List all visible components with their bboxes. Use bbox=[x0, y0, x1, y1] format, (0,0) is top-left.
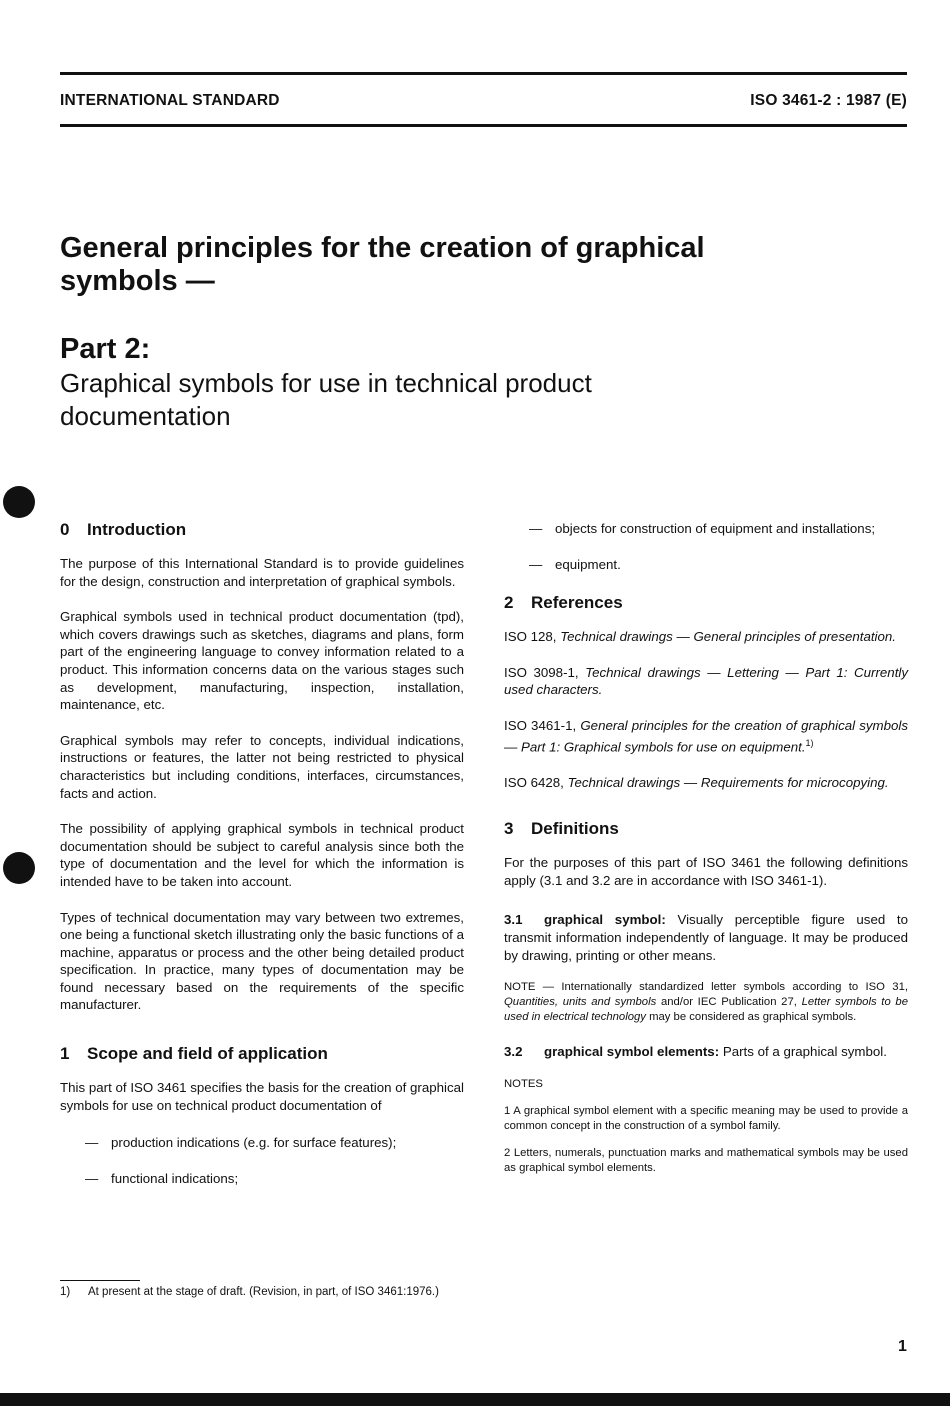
scope-paragraph: This part of ISO 3461 specifies the basis for the creation of graphical symbols for use on technical product documentation of bbox=[60, 1080, 464, 1113]
document-title: General principles for the creation of graphical symbols — bbox=[60, 232, 705, 297]
punch-hole-mark bbox=[3, 852, 35, 884]
document-subtitle: Graphical symbols for use in technical product documentation bbox=[60, 368, 592, 431]
section-scope-heading: 1 Scope and field of application bbox=[60, 1044, 328, 1064]
section-definitions-heading: 3 Definitions bbox=[504, 819, 619, 839]
list-item: — equipment. bbox=[529, 556, 621, 572]
top-rule bbox=[60, 72, 907, 75]
definition-item: 3.2 graphical symbol elements: Parts of a graphical symbol. bbox=[504, 1044, 887, 1060]
notes-label: NOTES bbox=[504, 1077, 543, 1090]
intro-paragraph: Graphical symbols may refer to concepts, individual indications, instructions or features, the latter not being restricted to physical characteristics but including conditions, interfaces, circumstances, facts and action. bbox=[60, 732, 464, 801]
list-item: — objects for construction of equipment and installations; bbox=[529, 521, 876, 536]
header-left: INTERNATIONAL STANDARD bbox=[60, 92, 280, 109]
intro-paragraph: Graphical symbols used in technical product documentation (tpd), which covers drawings such as sketches, diagrams and plans, form part of the engineering language to convey information related to a product. This information concerns data on the various stages such as development, manufacturing, inspection, installation, maintenance, etc. bbox=[60, 609, 464, 713]
reference-item: ISO 6428, Technical drawings — Requirements for microcopying. bbox=[504, 774, 889, 790]
reference-item: ISO 128, Technical drawings — General principles of presentation. bbox=[504, 629, 896, 645]
page-number: 1 bbox=[898, 1338, 907, 1355]
right-column bbox=[504, 520, 908, 1194]
intro-paragraph: Types of technical documentation may vary between two extremes, one being a functional sketch illustrating only the basic functions of a machine, apparatus or process and the other being detailed product specification. In practice, many types of documentation may be found necessary based on the requirements of the specific manufacturer. bbox=[60, 909, 464, 1013]
section-references-heading: 2 References bbox=[504, 593, 623, 613]
definitions-paragraph: For the purposes of this part of ISO 3461 the following definitions apply (3.1 and 3.2 are in accordance with ISO 3461-1). bbox=[504, 855, 908, 888]
left-column bbox=[60, 520, 464, 1205]
punch-hole-mark bbox=[3, 486, 35, 518]
reference-item: ISO 3098-1, Technical drawings — Lettering — Part 1: Currently used characters. bbox=[504, 664, 908, 698]
header-right: ISO 3461-2 : 1987 (E) bbox=[750, 92, 907, 109]
header-rule bbox=[60, 124, 907, 127]
footnote: 1) At present at the stage of draft. (Revision, in part, of ISO 3461:1976.) bbox=[60, 1286, 439, 1298]
section-intro-heading: 0 Introduction bbox=[60, 520, 187, 539]
reference-item: ISO 3461-1, General principles for the creation of graphical symbols — Part 1: Graphical symbols for use on equipment.$^{1)}$ bbox=[504, 717, 908, 754]
part-label: Part 2: bbox=[60, 333, 151, 365]
bottom-scan-edge bbox=[0, 1393, 950, 1406]
list-item: — functional indications; bbox=[85, 1170, 239, 1186]
definition-note: NOTE — Internationally standardized letter symbols according to ISO 31, Quantities, units and symbols and/or IEC Publication 27, Letter symbols to be used in electrical technology may be considered as graphical symbols. bbox=[504, 981, 908, 1024]
footnote-rule bbox=[60, 1280, 140, 1281]
list-item: — production indications (e.g. for surface features); bbox=[85, 1135, 397, 1151]
intro-paragraph: The purpose of this International Standard is to provide guidelines for the design, construction and interpretation of graphical symbols. bbox=[60, 556, 464, 589]
definition-note: 2 Letters, numerals, punctuation marks and mathematical symbols may be used as graphical symbol elements. bbox=[504, 1146, 908, 1174]
definition-note: 1 A graphical symbol element with a specific meaning may be used to provide a common concept in the construction of a symbol family. bbox=[504, 1104, 908, 1132]
definition-item: 3.1 graphical symbol: Visually perceptible figure used to transmit information independently of language. It may be produced by drawing, printing or other means. bbox=[504, 912, 908, 963]
footnote-ref: 1) bbox=[805, 737, 814, 748]
intro-paragraph: The possibility of applying graphical symbols in technical product documentation should be subject to careful analysis since both the type of documentation and the level for which the information is intended have to be taken into account. bbox=[60, 821, 464, 889]
